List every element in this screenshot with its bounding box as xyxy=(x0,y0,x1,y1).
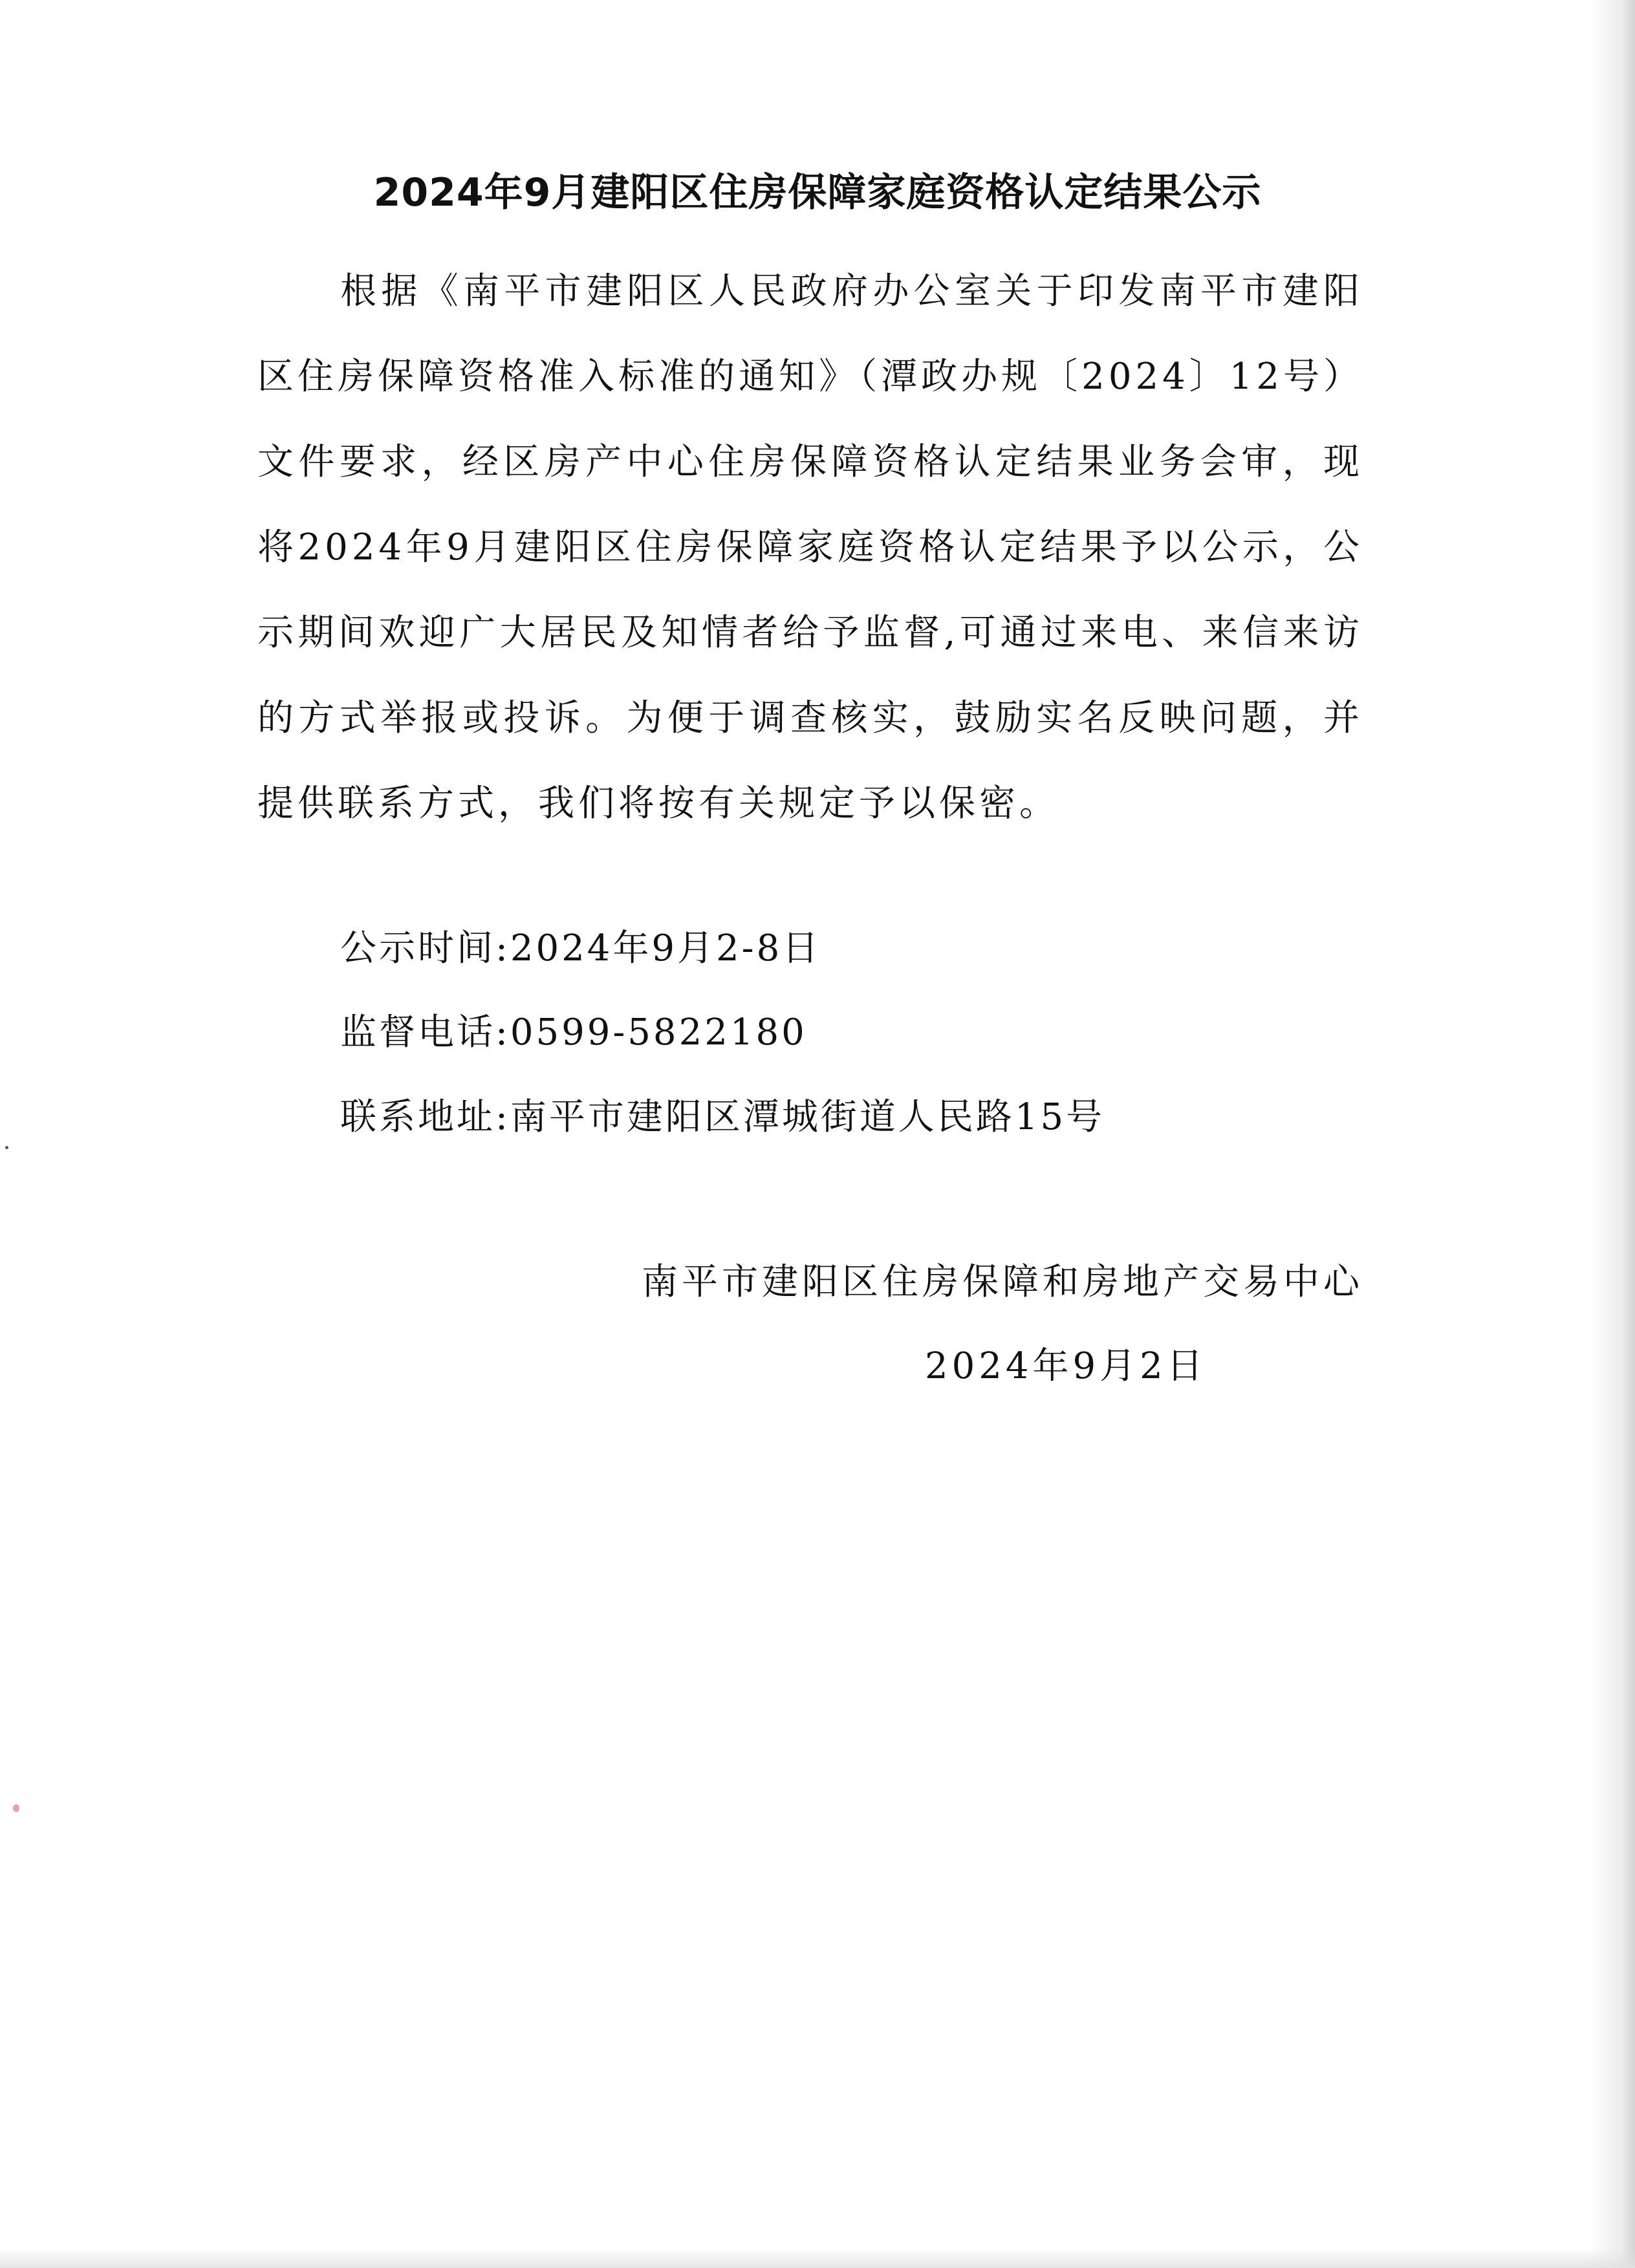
publicity-time: 公示时间:2024年9月2-8日 xyxy=(340,927,821,969)
supervision-phone: 监督电话:0599-5822180 xyxy=(340,1011,807,1053)
document-title: 2024年9月建阳区住房保障家庭资格认定结果公示 xyxy=(373,170,1262,215)
scan-page-bottom-edge xyxy=(0,2249,1635,2268)
contact-address: 联系地址:南平市建阳区潭城街道人民路15号 xyxy=(340,1096,1105,1138)
scan-page-edge xyxy=(1590,0,1635,2268)
scan-speck xyxy=(13,1804,19,1812)
issuer-signature: 南平市建阳区住房保障和房地产交易中心 xyxy=(642,1261,1363,1303)
body-paragraph: 根据《南平市建阳区人民政府办公室关于印发南平市建阳区住房保障资格准入标准的通知》（潭政办规〔2024〕12号）文件要求，经区房产中心住房保障资格认定结果业务会审，现将2024年9月建阳区住房保障家庭资格认定结果予以公示，公示期间欢迎广大居民及知情者给予监督,可通过来电、来信来访的方式举报或投诉。为便于调查核实，鼓励实名反映问题，并提供联系方式，我们将按有关规定予以保密。 xyxy=(257,270,1363,825)
scan-speck xyxy=(5,1146,8,1149)
issue-date: 2024年9月2日 xyxy=(925,1345,1207,1387)
